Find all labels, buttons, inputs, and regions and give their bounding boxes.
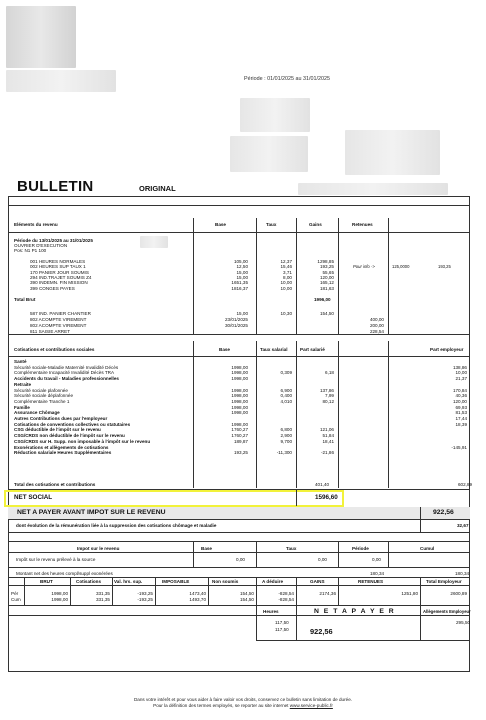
cotisation-salarie: 7,99 bbox=[325, 393, 334, 399]
cotisation-line bbox=[0, 399, 486, 404]
evolution-label: dont évolution de la rémunération liée à la suppression des cotisations chômage et maladie bbox=[16, 523, 217, 528]
cumul-cell: 331,35 bbox=[95, 597, 110, 602]
cumul-row-label: Pér bbox=[11, 591, 19, 596]
line-gains: 120,00 bbox=[319, 274, 334, 280]
cotisations-header-emp: Part employeur bbox=[430, 347, 464, 352]
allegements-label: Allègements Employeur bbox=[423, 609, 471, 614]
footer-link[interactable]: www.service-public.fr bbox=[289, 703, 333, 708]
cotisation-label: Complémentaire Incapacité Invalidité Décès TRA bbox=[14, 370, 115, 376]
net-social-highlight bbox=[4, 490, 344, 507]
cotisation-employeur: 120,00 bbox=[452, 398, 467, 404]
line-label: 399 CONGES PAYES bbox=[30, 285, 75, 291]
earnings-line bbox=[0, 286, 486, 291]
footer-line-1: Dans votre intérêt et pour vous aider à faire valoir vos droits, conservez ce bulletin sans limitation de durée. bbox=[133, 697, 353, 702]
cotisation-taux: 4,010 bbox=[280, 398, 292, 404]
cotisations-total-label: Total des cotisations et contributions bbox=[14, 482, 96, 487]
net-social-label: NET SOCIAL bbox=[14, 494, 53, 501]
cotisation-base: 1998,00 bbox=[231, 421, 248, 427]
impot-row-2 bbox=[0, 571, 486, 576]
cotisation-label: Autres Contributions dues par l'employeur bbox=[14, 416, 108, 421]
elements-header-row bbox=[0, 222, 486, 227]
cumul-row-label: Cum bbox=[11, 597, 21, 602]
cotisation-label: Sécurité sociale-Maladie Maternité Invalidité Décès bbox=[14, 364, 119, 370]
cotisation-employeur: 40,36 bbox=[455, 393, 467, 399]
cotisation-taux: -11,300 bbox=[276, 450, 292, 456]
redacted-header-2 bbox=[230, 136, 308, 172]
cotisation-line bbox=[0, 376, 486, 381]
total-brut-row bbox=[0, 297, 486, 302]
heures-value-1: 117,50 bbox=[275, 620, 289, 625]
cumul-cell: 1998,00 bbox=[51, 591, 68, 596]
cotisation-salarie: -21,86 bbox=[320, 450, 334, 456]
impot-header-base: Base bbox=[201, 546, 212, 551]
cotisation-label: Accidents du travail - Maladies professionnelles bbox=[14, 376, 119, 382]
cotisation-line bbox=[0, 388, 486, 393]
redacted-header-1 bbox=[240, 98, 310, 132]
impot-header-row bbox=[0, 546, 486, 551]
cotisation-taux: 0,400 bbox=[280, 393, 292, 399]
cumul-cell: 1473,40 bbox=[189, 591, 206, 596]
cotisation-line bbox=[0, 433, 486, 438]
cumul-cell: 1998,00 bbox=[51, 597, 68, 602]
cotisation-base: 1998,00 bbox=[231, 410, 248, 416]
line-gains: 193,25 bbox=[319, 264, 334, 270]
info-value-2: 193,25 bbox=[438, 264, 451, 269]
line-base: 23/01/2025 bbox=[225, 317, 248, 322]
cotisation-employeur: 69,93 bbox=[455, 404, 467, 410]
line-label: 587 IND. PANIER CHANTIER bbox=[30, 311, 91, 316]
cotisation-label: CSG/CRDS sur H. Supp. non imposable à l'impôt sur le revenu bbox=[14, 438, 151, 444]
cotisation-label: Sécurité sociale plafonnée bbox=[14, 387, 68, 393]
footer-line-2-text: Pour la définition des termes employés, se reporter au site internet bbox=[153, 703, 290, 708]
cotisation-employeur: 18,39 bbox=[455, 421, 467, 427]
info-label: Pour info -> bbox=[353, 264, 375, 269]
impot-header-cumul: Cumul bbox=[420, 546, 435, 551]
cotisation-taux: 2,900 bbox=[280, 433, 292, 439]
net-avant-impot-value: 922,56 bbox=[433, 509, 454, 516]
cotisation-line bbox=[0, 405, 486, 410]
cotisation-base: 1998,00 bbox=[231, 404, 248, 410]
elements-header-label: Eléments du revenu bbox=[14, 222, 58, 227]
line-base: 1816,37 bbox=[231, 285, 248, 291]
elements-header-retenues: Retenues bbox=[352, 222, 373, 227]
cumul-cell: -193,25 bbox=[137, 597, 153, 602]
cotisation-taux: 0,309 bbox=[280, 370, 292, 376]
cotisation-base: 193,25 bbox=[233, 450, 248, 456]
cotisation-base: 1998,00 bbox=[231, 398, 248, 404]
cumul-cell: -828,54 bbox=[278, 591, 294, 596]
cotisation-base: 1998,00 bbox=[231, 393, 248, 399]
line-gains: 55,65 bbox=[322, 269, 334, 275]
line-base: 30/01/2025 bbox=[225, 323, 248, 328]
elements-header-taux: Taux bbox=[266, 222, 277, 227]
line-gains: 154,50 bbox=[319, 311, 334, 316]
cotisation-base: 1760,27 bbox=[231, 433, 248, 439]
cumul-header-cell: Non soumis bbox=[212, 579, 239, 584]
cumul-header-cell: GAINS bbox=[310, 579, 325, 584]
cumul-cell: 331,35 bbox=[95, 591, 110, 596]
cotisation-line bbox=[0, 439, 486, 444]
line-base: 1651,35 bbox=[231, 280, 248, 286]
cotisation-salarie: 121,06 bbox=[319, 427, 334, 433]
cotisation-employeur: -145,91 bbox=[451, 444, 467, 450]
cumul-header-cell: Val. hrs. sup. bbox=[114, 579, 143, 584]
line-label: 002 HEURES SUP TAUX 1 bbox=[30, 264, 86, 270]
cotisation-base: 1760,27 bbox=[231, 427, 248, 433]
cotisation-label: Cotisations de conventions collectives ou statutaires bbox=[14, 421, 131, 427]
cotisation-line bbox=[0, 422, 486, 427]
cumul-header-cell: Cotisations bbox=[76, 579, 102, 584]
cumul-row bbox=[0, 597, 486, 602]
info-value-1: 125,0000 bbox=[392, 264, 410, 269]
line-gains: 165,12 bbox=[319, 280, 334, 286]
cumul-header-cell: IMPOSABLE bbox=[162, 579, 190, 584]
cotisation-employeur: 17,44 bbox=[455, 416, 467, 421]
redacted-logo bbox=[6, 6, 76, 68]
line-taux: 8,00 bbox=[283, 274, 292, 280]
cotisation-label: Retraite bbox=[14, 381, 32, 387]
elements-header-base: Base bbox=[215, 222, 226, 227]
cumul-cell: 2600,89 bbox=[450, 591, 467, 596]
cumul-cell: -193,25 bbox=[137, 591, 153, 596]
cumul-cell: 1493,70 bbox=[189, 597, 206, 602]
cotisation-label: Réduction salariale Heures Supplémentaires bbox=[14, 450, 112, 456]
cotisation-taux: 9,700 bbox=[280, 438, 292, 444]
cotisation-line bbox=[0, 445, 486, 450]
cumul-cell: 154,50 bbox=[239, 591, 254, 596]
cotisation-line bbox=[0, 382, 486, 387]
cotisation-label: Famille bbox=[14, 404, 30, 410]
redacted-title-right bbox=[298, 183, 448, 195]
cumul-header bbox=[0, 579, 486, 584]
cumul-cell: -828,54 bbox=[278, 597, 294, 602]
cotisation-base: 1998,00 bbox=[231, 364, 248, 370]
line-retenue: 400,00 bbox=[369, 317, 384, 322]
cotisation-line bbox=[0, 393, 486, 398]
total-brut-value: 1996,00 bbox=[314, 297, 331, 302]
evolution-value: 32,67 bbox=[457, 523, 469, 528]
cotisations-header-sal: Part salarié bbox=[300, 347, 325, 352]
footer-line-2 bbox=[0, 703, 486, 709]
impot-row-1-base: 0,00 bbox=[236, 557, 245, 562]
line-taux: 12,37 bbox=[280, 259, 292, 264]
impot-row-2-cumul: 180,34 bbox=[455, 571, 470, 576]
job-title: OUVRIER D'EXECUTION bbox=[14, 243, 68, 248]
cotisations-total-emp: 602,89 bbox=[458, 482, 473, 487]
cotisation-line bbox=[0, 359, 486, 364]
impot-header-periode: Période bbox=[352, 546, 369, 551]
net-avant-impot-label: NET A PAYER AVANT IMPOT SUR LE REVENU bbox=[17, 509, 166, 516]
line-taux: 10,30 bbox=[280, 311, 292, 316]
cotisation-label: CSG déductible de l'impôt sur le revenu bbox=[14, 427, 101, 433]
allegements-value: 295,50 bbox=[456, 620, 471, 625]
cotisation-salarie: 51,84 bbox=[322, 433, 334, 439]
cotisation-line bbox=[0, 427, 486, 432]
cotisations-header-base: Base bbox=[219, 347, 230, 352]
elements-header-gains: Gains bbox=[309, 222, 322, 227]
period-label: Période : 01/01/2025 au 31/01/2025 bbox=[244, 76, 331, 82]
cotisation-base: 1998,00 bbox=[231, 376, 248, 382]
cotisation-salarie: 80,12 bbox=[322, 398, 334, 404]
redacted-employer-block bbox=[6, 70, 116, 92]
line-base: 15,00 bbox=[236, 311, 248, 316]
cumul-cell: 154,50 bbox=[239, 597, 254, 602]
line-taux: 3,71 bbox=[283, 269, 292, 275]
impot-row-2-periode: 180,34 bbox=[370, 571, 385, 576]
line-label: 802 ACOMPTE VIREMENT bbox=[30, 323, 87, 328]
period-line: Période du 13/01/2025 au 31/01/2025 bbox=[14, 238, 93, 243]
line-base: 15,00 bbox=[236, 274, 248, 280]
cotisation-base: 189,87 bbox=[233, 438, 248, 444]
cotisation-line bbox=[0, 370, 486, 375]
impot-row-1-label: Impôt sur le revenu prélevé à la source bbox=[16, 557, 96, 562]
other-line bbox=[0, 317, 486, 322]
line-retenue: 200,00 bbox=[369, 323, 384, 328]
cotisations-header-row bbox=[0, 347, 486, 352]
impot-header-label: Impot sur le revenu bbox=[77, 546, 120, 551]
line-taux: 10,00 bbox=[280, 285, 292, 291]
cotisation-line bbox=[0, 410, 486, 415]
cotisation-taux: 6,900 bbox=[280, 387, 292, 393]
cumul-header-cell: Total Employeur bbox=[426, 579, 462, 584]
other-line bbox=[0, 311, 486, 316]
impot-header-taux: Taux bbox=[286, 546, 297, 551]
cumul-header-cell: A déduire bbox=[262, 579, 284, 584]
redacted-employee-block bbox=[345, 130, 440, 175]
line-gains: 181,63 bbox=[319, 285, 334, 291]
cumul-cell: 1251,80 bbox=[401, 591, 418, 596]
cotisation-employeur: 170,84 bbox=[452, 387, 467, 393]
cotisation-base: 1998,00 bbox=[231, 370, 248, 376]
cotisation-label: Assurance Chômage bbox=[14, 410, 60, 416]
document-title: BULLETIN bbox=[17, 178, 94, 195]
cotisations-total-row bbox=[0, 482, 486, 487]
cotisation-salarie: 18,41 bbox=[322, 438, 334, 444]
line-label: 170 PANIER JOUR SOUMIS bbox=[30, 269, 89, 275]
cotisation-base: 1998,00 bbox=[231, 387, 248, 393]
cotisation-employeur: 138,86 bbox=[452, 364, 467, 370]
line-label: 294 IND.TRAJET SOUMIS Z4 bbox=[30, 274, 92, 280]
cotisation-label: Complémentaire Tranche 1 bbox=[14, 398, 70, 404]
impot-row-1 bbox=[0, 557, 486, 562]
line-retenue: 228,54 bbox=[369, 329, 384, 334]
cotisation-salarie: 137,86 bbox=[319, 387, 334, 393]
cotisation-employeur: 10,00 bbox=[455, 370, 467, 376]
cotisation-line bbox=[0, 365, 486, 370]
net-a-payer-label: N E T A P A Y E R bbox=[314, 608, 396, 615]
impot-row-2-label: Montant net des heures compl/suppl exonérées bbox=[16, 571, 113, 576]
document-subtitle: ORIGINAL bbox=[139, 184, 176, 193]
line-taux: 10,00 bbox=[280, 280, 292, 286]
cumul-cell: 2174,36 bbox=[319, 591, 336, 596]
cotisation-line bbox=[0, 416, 486, 421]
other-line bbox=[0, 323, 486, 328]
cotisations-header-label: Cotisations et contributions sociales bbox=[14, 347, 95, 352]
line-label: 802 ACOMPTE VIREMENT bbox=[30, 317, 87, 322]
cotisation-line bbox=[0, 450, 486, 455]
heures-label: Heures bbox=[263, 609, 279, 614]
line-base: 12,50 bbox=[236, 264, 248, 270]
line-taux: 15,46 bbox=[280, 264, 292, 270]
cotisations-header-taux: Taux salarial bbox=[260, 347, 288, 352]
cotisation-label: Sécurité sociale déplafonnée bbox=[14, 393, 73, 399]
cotisation-label: Santé bbox=[14, 359, 27, 364]
impot-row-1-taux: 0,00 bbox=[318, 557, 327, 562]
impot-row-1-periode: 0,00 bbox=[372, 557, 381, 562]
cotisation-employeur: 21,37 bbox=[455, 376, 467, 382]
cotisation-taux: 6,800 bbox=[280, 427, 292, 433]
total-brut-label: Total Brut bbox=[14, 297, 36, 302]
net-social-value: 1596,60 bbox=[315, 494, 338, 501]
net-a-payer-value: 922,56 bbox=[310, 627, 333, 636]
heures-value-2: 117,50 bbox=[275, 627, 289, 632]
cotisation-employeur: 81,53 bbox=[455, 410, 467, 416]
line-base: 105,00 bbox=[233, 259, 248, 264]
line-gains: 1298,85 bbox=[317, 259, 334, 264]
cotisation-salarie: 6,18 bbox=[325, 370, 334, 376]
cotisations-total-sal: 401,40 bbox=[315, 482, 330, 487]
cumul-header-cell: BRUT bbox=[40, 579, 53, 584]
position-code: Pos: N1 P1 100 bbox=[14, 248, 47, 253]
cumul-header-cell: RETENUES bbox=[358, 579, 384, 584]
line-label: 390 INDEMN. FIN MISSION bbox=[30, 280, 88, 286]
line-label: 001 HEURES NORMALES bbox=[30, 259, 86, 264]
redacted-period-extra bbox=[140, 236, 168, 248]
cotisation-label: CSG/CRDS non déductible de l'impôt sur le revenu bbox=[14, 433, 125, 439]
cotisation-label: Exonérations et allègements de cotisations bbox=[14, 444, 109, 450]
cumul-row bbox=[0, 591, 486, 596]
line-label: 811 SAISIE ARRET bbox=[30, 329, 70, 334]
line-base: 15,00 bbox=[236, 269, 248, 275]
